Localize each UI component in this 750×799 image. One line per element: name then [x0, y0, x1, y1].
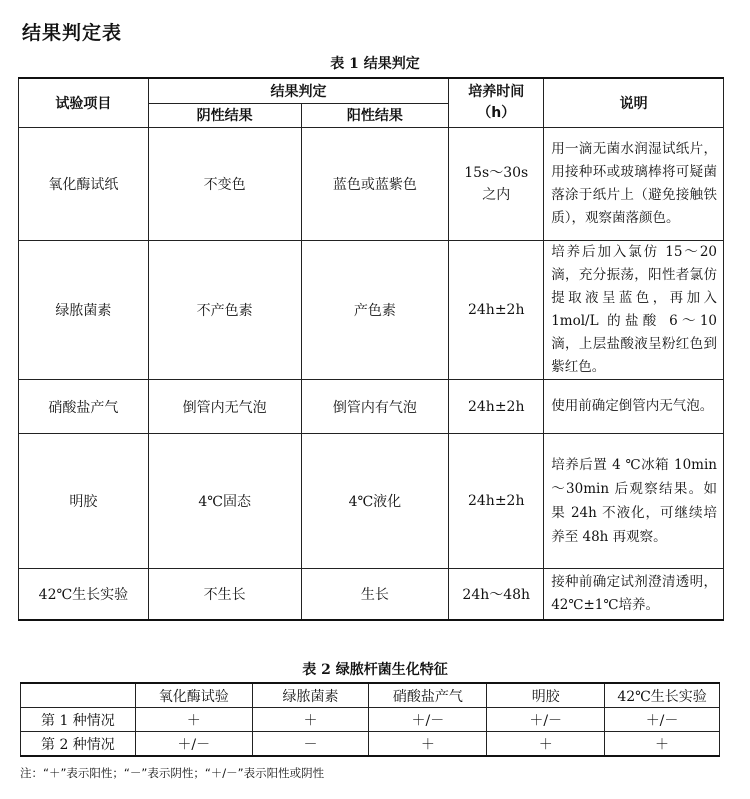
header-negative: 阴性结果: [148, 103, 301, 128]
header-time: 培养时间 （h）: [449, 78, 544, 128]
table-cell: ＋/－: [369, 708, 487, 732]
row-note: 培养后加入氯仿 15～20 滴，充分振荡，阳性者氯仿提取液呈蓝色，再加入 1mol/L 的盐酸 6～10 滴，上层盐酸液呈粉红色到紫红色。: [544, 241, 724, 380]
row-item: 氧化酶试纸: [19, 128, 149, 241]
column-header: [21, 683, 136, 708]
table-cell: ＋: [369, 732, 487, 757]
table-cell: ＋/－: [605, 708, 720, 732]
row-time: 15s～30s 之内: [449, 128, 544, 241]
header-positive: 阳性结果: [301, 103, 449, 128]
table-row: [19, 380, 724, 434]
table-row: [19, 434, 724, 569]
header-note: 说明: [544, 78, 724, 128]
column-header: 42℃生长实验: [605, 683, 720, 708]
page-heading: 结果判定表: [22, 22, 123, 44]
biochemical-features-table: [20, 682, 720, 757]
footnote: 注：“＋”表示阳性；“－”表示阴性；“＋/－”表示阳性或阴性: [20, 766, 325, 780]
result-judgement-table: [18, 77, 724, 621]
table-cell: ＋: [135, 708, 252, 732]
row-time: 24h～48h: [449, 569, 544, 620]
table-row: [19, 128, 724, 241]
table-row: [19, 241, 724, 380]
row-positive: 产色素: [301, 241, 449, 380]
row-positive: 生长: [301, 569, 449, 620]
row-item: 绿脓菌素: [19, 241, 149, 380]
row-negative: 不变色: [148, 128, 301, 241]
table-cell: ＋/－: [135, 732, 252, 757]
table-cell: ＋/－: [487, 708, 605, 732]
row-negative: 不生长: [148, 569, 301, 620]
column-header: 明胶: [487, 683, 605, 708]
row-item: 明胶: [19, 434, 149, 569]
row-time: 24h±2h: [449, 434, 544, 569]
row-negative: 倒管内无气泡: [148, 380, 301, 434]
row-time: 24h±2h: [449, 241, 544, 380]
row-positive: 倒管内有气泡: [301, 380, 449, 434]
table-cell: －: [252, 732, 369, 757]
table-header-row: [21, 683, 720, 708]
header-item: 试验项目: [19, 78, 149, 128]
row-time: 24h±2h: [449, 380, 544, 434]
row-label: 第 2 种情况: [21, 732, 136, 757]
row-item: 硝酸盐产气: [19, 380, 149, 434]
row-label: 第 1 种情况: [21, 708, 136, 732]
column-header: 绿脓菌素: [252, 683, 369, 708]
table-cell: ＋: [605, 732, 720, 757]
table-row: [21, 732, 720, 757]
table2-caption: 表 2 绿脓杆菌生化特征: [302, 662, 448, 678]
table-cell: ＋: [487, 732, 605, 757]
column-header: 硝酸盐产气: [369, 683, 487, 708]
row-note: 使用前确定倒管内无气泡。: [544, 380, 724, 434]
table1-caption: 表 1 结果判定: [330, 56, 420, 72]
row-negative: 4℃固态: [148, 434, 301, 569]
column-header: 氧化酶试验: [135, 683, 252, 708]
row-note: 接种前确定试剂澄清透明，42℃±1℃培养。: [544, 569, 724, 620]
row-note: 培养后置 4 ℃冰箱 10min～30min 后观察结果。如果 24h 不液化，可继续培养至 48h 再观察。: [544, 434, 724, 569]
table-row: [19, 569, 724, 620]
row-positive: 蓝色或蓝紫色: [301, 128, 449, 241]
table-row: [21, 708, 720, 732]
row-note: 用一滴无菌水润湿试纸片，用接种环或玻璃棒将可疑菌落涂于纸片上（避免接触铁质），观察菌落颜色。: [544, 128, 724, 241]
table-cell: ＋: [252, 708, 369, 732]
row-item: 42℃生长实验: [19, 569, 149, 620]
row-positive: 4℃液化: [301, 434, 449, 569]
row-negative: 不产色素: [148, 241, 301, 380]
header-result: 结果判定: [148, 78, 448, 103]
